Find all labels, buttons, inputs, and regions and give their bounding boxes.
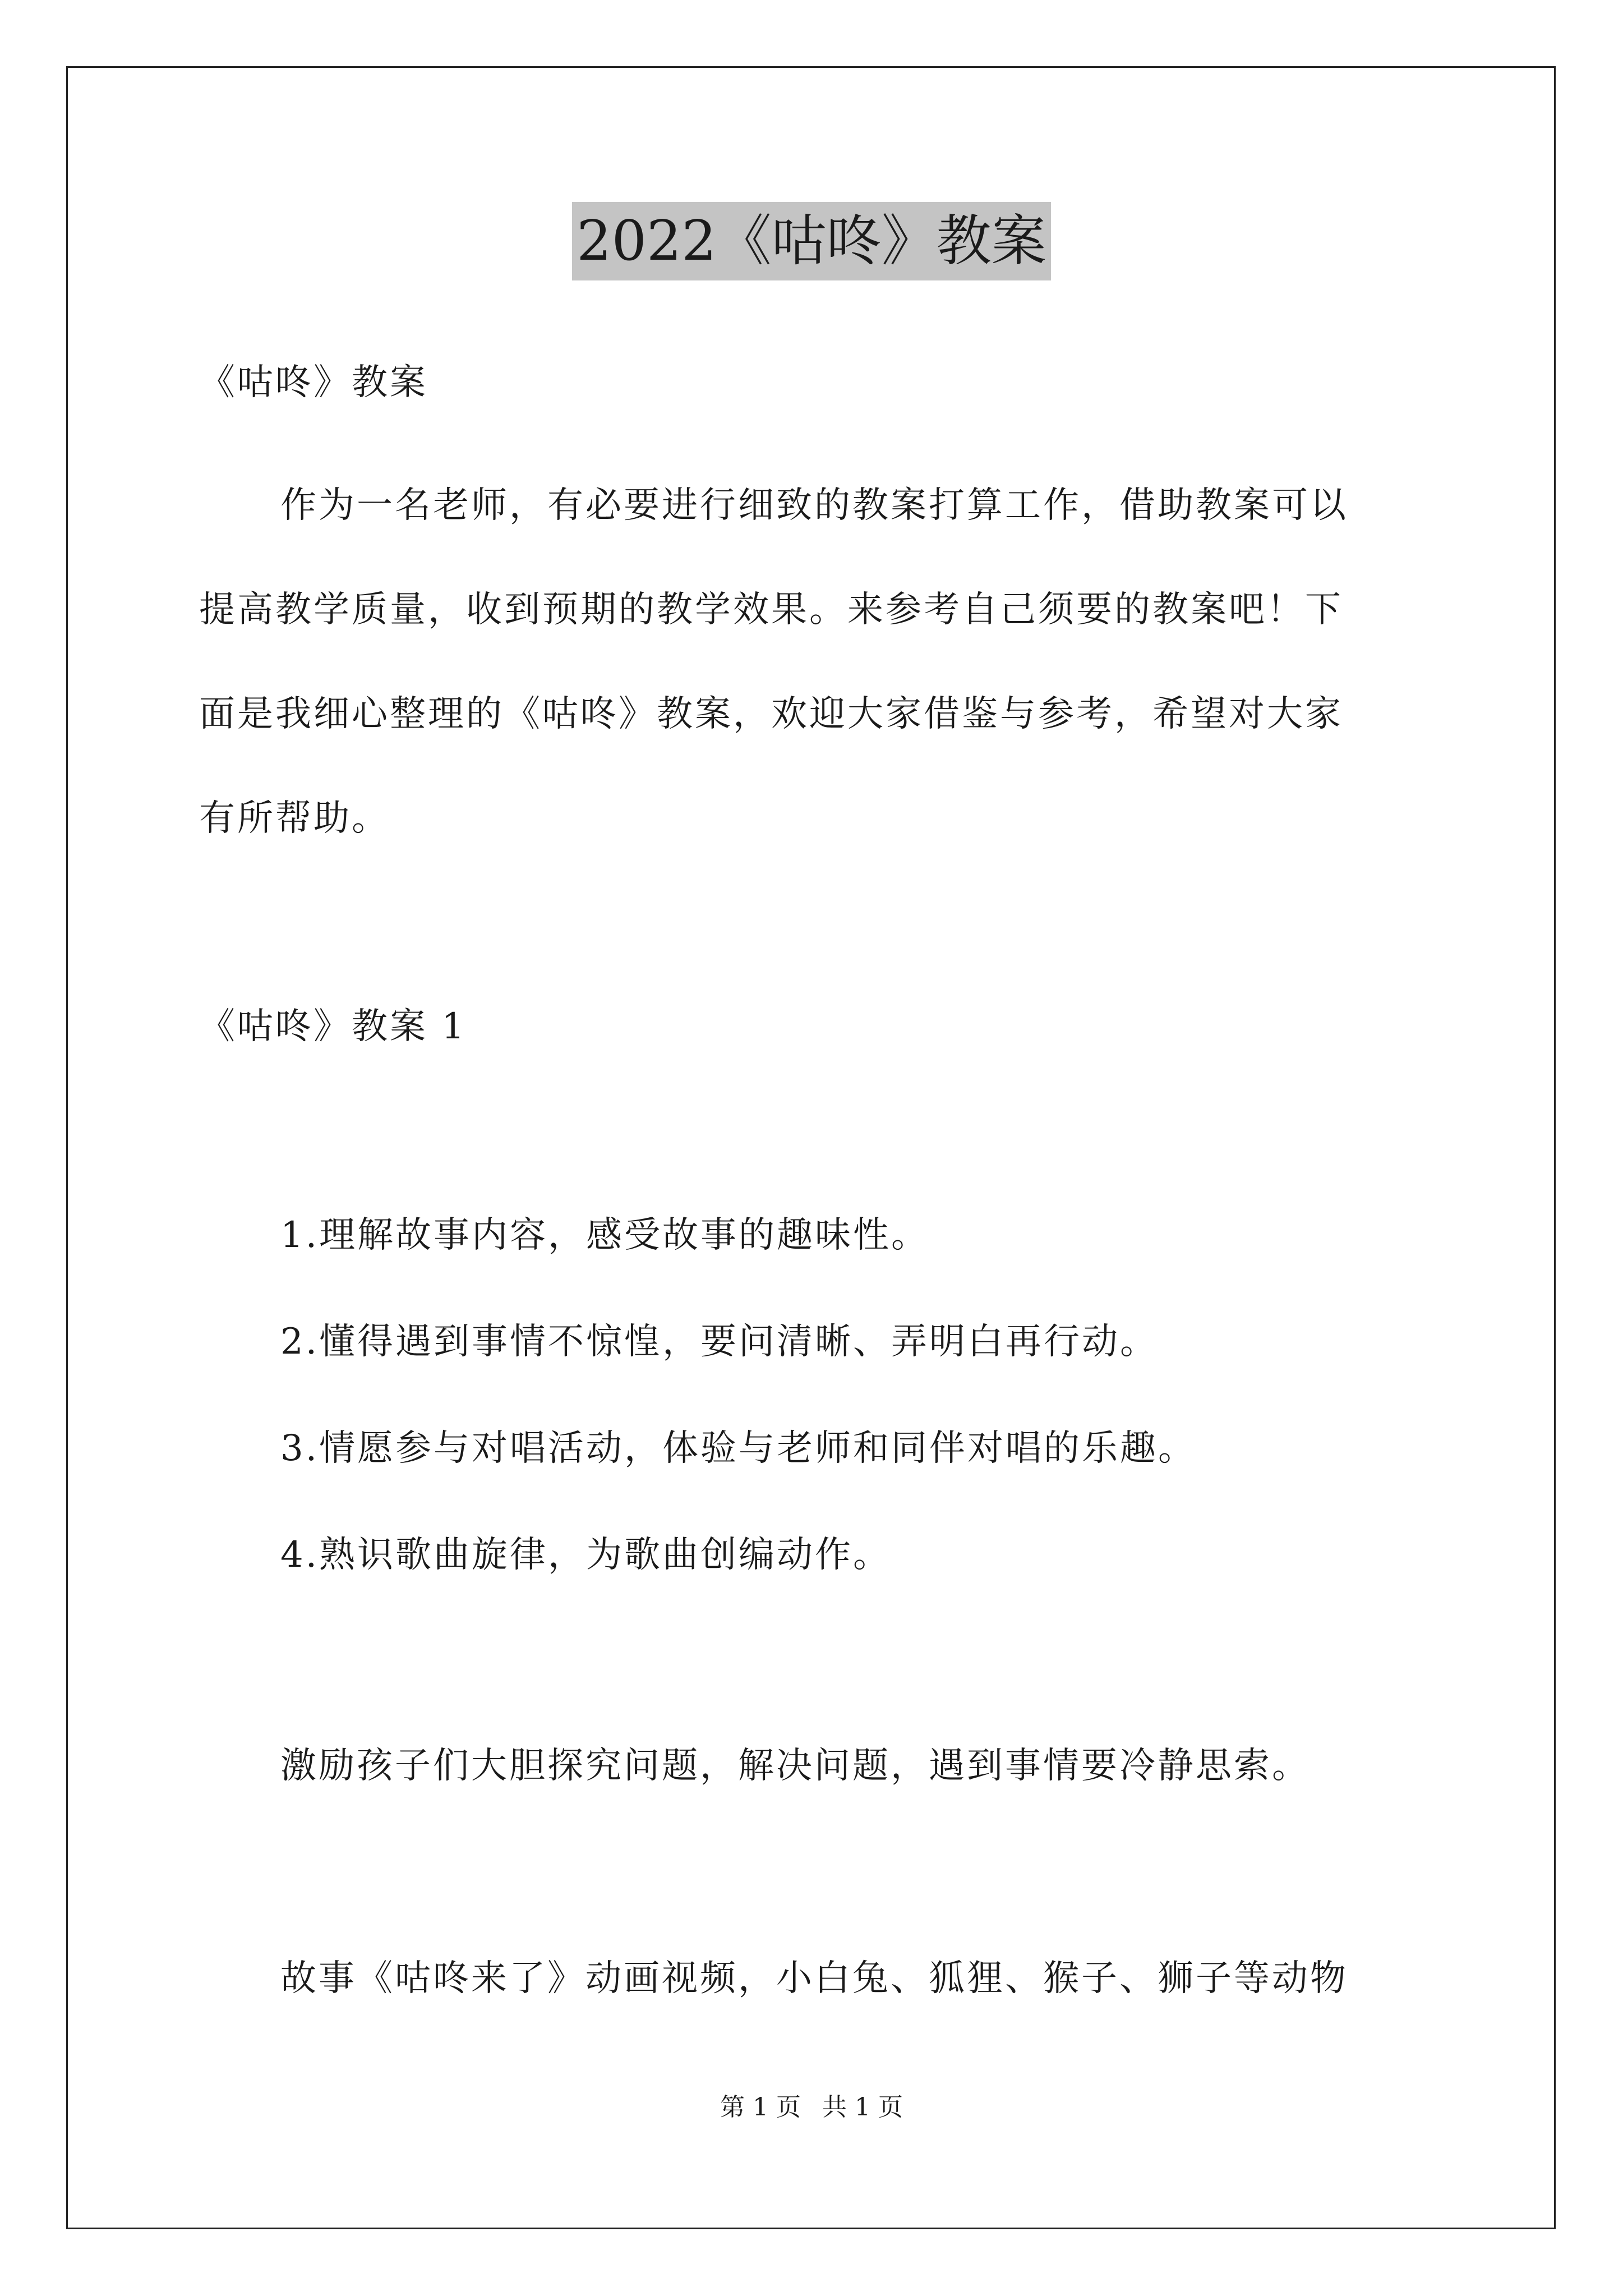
goal-item-3: 3.情愿参与对唱活动，体验与老师和同伴对唱的乐趣。 <box>280 1428 1197 1469</box>
document-subtitle: 《咕咚》教案 <box>199 362 428 403</box>
intro-line: 面是我细心整理的《咕咚》教案，欢迎大家借鉴与参考，希望对大家 <box>199 693 1343 735</box>
intro-paragraph <box>199 453 1433 871</box>
goal-item-4: 4.熟识歌曲旋律，为歌曲创编动作。 <box>280 1534 892 1576</box>
page-number-current: 第 1 页 <box>720 2093 801 2122</box>
materials-paragraph: 故事《咕咚来了》动画视频，小白兔、狐狸、猴子、狮子等动物 <box>280 1958 1348 1999</box>
focus-paragraph: 激励孩子们大胆探究问题，解决问题，遇到事情要冷静思索。 <box>280 1745 1310 1787</box>
intro-line: 有所帮助。 <box>199 798 390 839</box>
intro-line: 提高教学质量，收到预期的教学效果。来参考自己须要的教案吧！下 <box>199 589 1343 631</box>
document-title <box>0 202 1623 280</box>
page-footer <box>0 2087 1623 2123</box>
goal-item-2: 2.懂得遇到事情不惊惶，要问清晰、弄明白再行动。 <box>280 1321 1159 1363</box>
goal-item-1: 1.理解故事内容，感受故事的趣味性。 <box>280 1214 930 1256</box>
document-title-text: 2022《咕咚》教案 <box>572 202 1050 280</box>
page-number-total: 共 1 页 <box>822 2093 903 2122</box>
section-heading: 《咕咚》教案 1 <box>199 1006 467 1047</box>
intro-line: 作为一名老师，有必要进行细致的教案打算工作，借助教案可以 <box>280 485 1348 526</box>
